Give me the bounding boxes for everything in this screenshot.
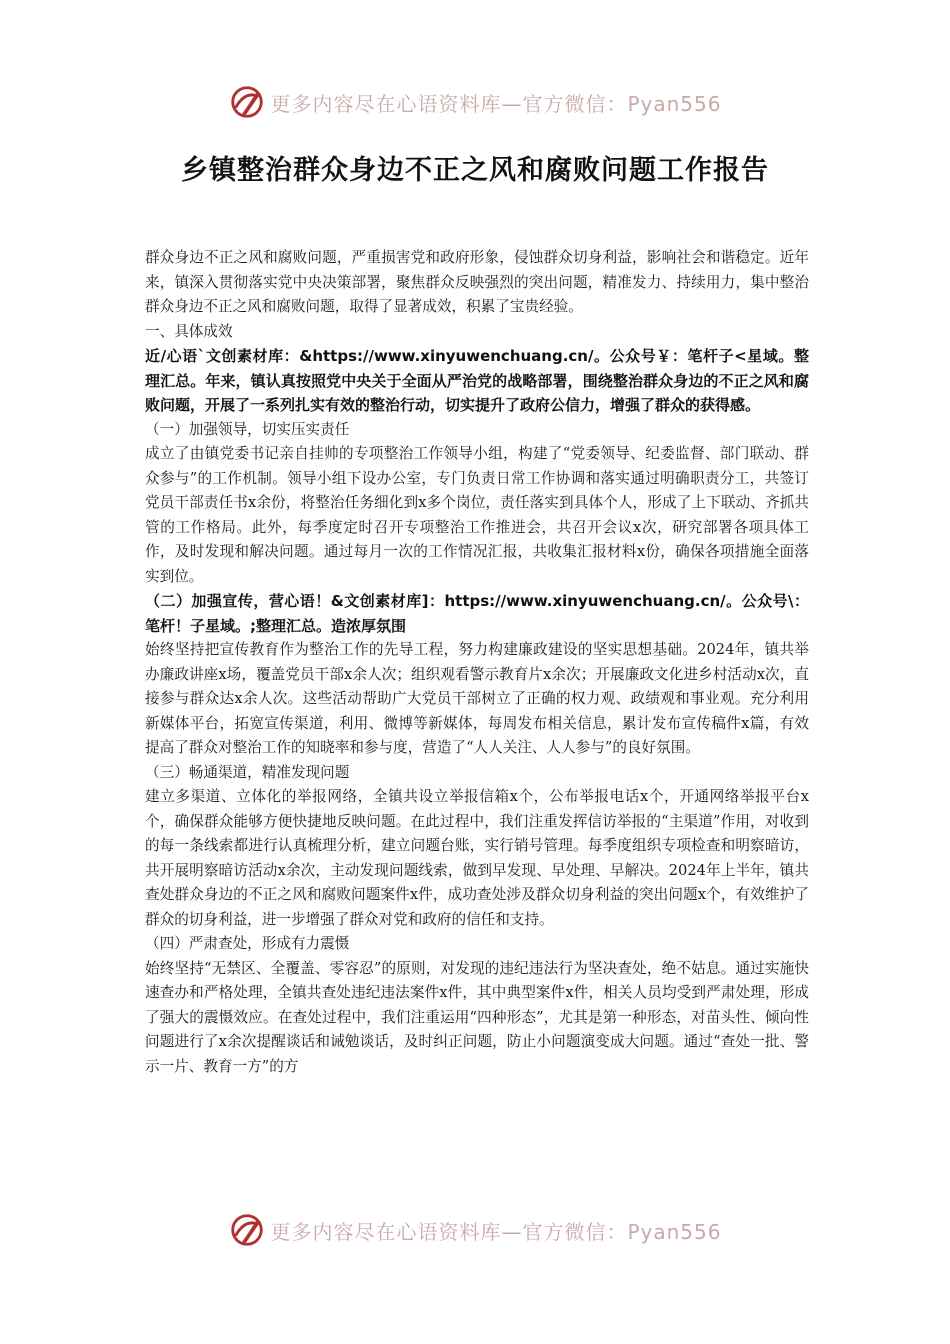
leadership-paragraph: 成立了由镇党委书记亲自挂帅的专项整治工作领导小组，构建了“党委领导、纪委监督、部门联动、群众参与”的工作机制。领导小组下设办公室，专门负责日常工作协调和落实通过明确职责分工，共签订党员干部责任书x余份，将整治任务细化到x多个岗位，责任落实到具体个人，形成了上下联动、齐抓共管的工作格局。此外，每季度定时召开专项整治工作推进会，共召开会议x次，研究部署各项具体工作，及时发现和解决问题。通过每月一次的工作情况汇报，共收集汇报材料x份，确保各项措施全面落实到位。 bbox=[145, 445, 809, 585]
banner-text: 更多内容尽在心语资料库—官方微信：Pyan556 bbox=[270, 91, 722, 116]
swirl-pen-logo-icon bbox=[228, 83, 266, 121]
results-summary-paragraph: 近/心语`文创素材库：&https://www.xinyuwenchuang.cn/。公众号￥：笔杆子<星域。整理汇总。年来，镇认真按照党中央关于全面从严治党的战略部署，围绕整治群众身边的不正之风和腐败问题，开展了一系列扎实有效的整治行动，切实提升了政府公信力，增强了群众的获得感。 bbox=[145, 347, 809, 414]
publicity-paragraph: 始终坚持把宣传教育作为整治工作的先导工程，努力构建廉政建设的坚实思想基础。2024年，镇共举办廉政讲座x场，覆盖党员干部x余人次；组织观看警示教育片x余次；开展廉政文化进乡村活动x次，直接参与群众达x余人次。这些活动帮助广大党员干部树立了正确的权力观、政绩观和事业观。充分利用新媒体平台，拓宽宣传渠道，利用、微博等新媒体，每周发布相关信息，累计发布宣传稿件x篇，有效提高了群众对整治工作的知晓率和参与度，营造了“人人关注、人人参与”的良好氛围。 bbox=[145, 641, 810, 756]
subsection-heading-leadership: （一）加强领导，切实压实责任 bbox=[145, 420, 350, 438]
section-heading-results: 一、具体成效 bbox=[145, 322, 233, 340]
footer-banner bbox=[0, 1210, 950, 1250]
intro-paragraph: 群众身边不正之风和腐败问题，严重损害党和政府形象，侵蚀群众切身利益，影响社会和谐稳定。近年来，镇深入贯彻落实党中央决策部署，聚焦群众反映强烈的突出问题，精准发力、持续用力，集中整治群众身边不正之风和腐败问题，取得了显著成效，积累了宝贵经验。 bbox=[145, 249, 809, 315]
header-banner bbox=[0, 82, 950, 122]
subsection-heading-punishment: （四）严肃查处，形成有力震慑 bbox=[145, 935, 350, 952]
document-body bbox=[145, 246, 809, 1079]
punishment-paragraph: 始终坚持“无禁区、全覆盖、零容忍”的原则，对发现的违纪违法行为坚决查处，绝不姑息。通过实施快速查办和严格处理，全镇共查处违纪违法案件x件，其中典型案件x件，相关人员均受到严肃处理，形成了强大的震慑效应。在查处过程中，我们注重运用“四种形态”，尤其是第一种形态，对苗头性、倾向性问题进行了x余次提醒谈话和诫勉谈话，及时纠正问题，防止小问题演变成大问题。通过“查处一批、警示一片、教育一方”的方 bbox=[145, 959, 809, 1075]
subsection-heading-channels: （三）畅通渠道，精准发现问题 bbox=[145, 763, 350, 781]
document-title: 乡镇整治群众身边不正之风和腐败问题工作报告 bbox=[181, 155, 769, 186]
subsection-heading-publicity: （二）加强宣传，营心语！&文创素材库]：https://www.xinyuwenchuang.cn/。公众号\：笔杆！子星域。;整理汇总。造浓厚氛围 bbox=[145, 592, 809, 635]
banner-text: 更多内容尽在心语资料库—官方微信：Pyan556 bbox=[270, 1219, 722, 1244]
swirl-pen-logo-icon bbox=[228, 1211, 266, 1249]
channels-paragraph: 建立多渠道、立体化的举报网络，全镇共设立举报信箱x个，公布举报电话x个，开通网络举报平台x个，确保群众能够方便快捷地反映问题。在此过程中，我们注重发挥信访举报的“主渠道”作用，对收到的每一条线索都进行认真梳理分析，建立问题台账，实行销号管理。每季度组织专项检查和明察暗访，共开展明察暗访活动x余次，主动发现问题线索，做到早发现、早处理、早解决。2024年上半年，镇共查处群众身边的不正之风和腐败问题案件x件，成功查处涉及群众切身利益的突出问题x个，有效维护了群众的切身利益，进一步增强了群众对党和政府的信任和支持。 bbox=[145, 788, 809, 928]
